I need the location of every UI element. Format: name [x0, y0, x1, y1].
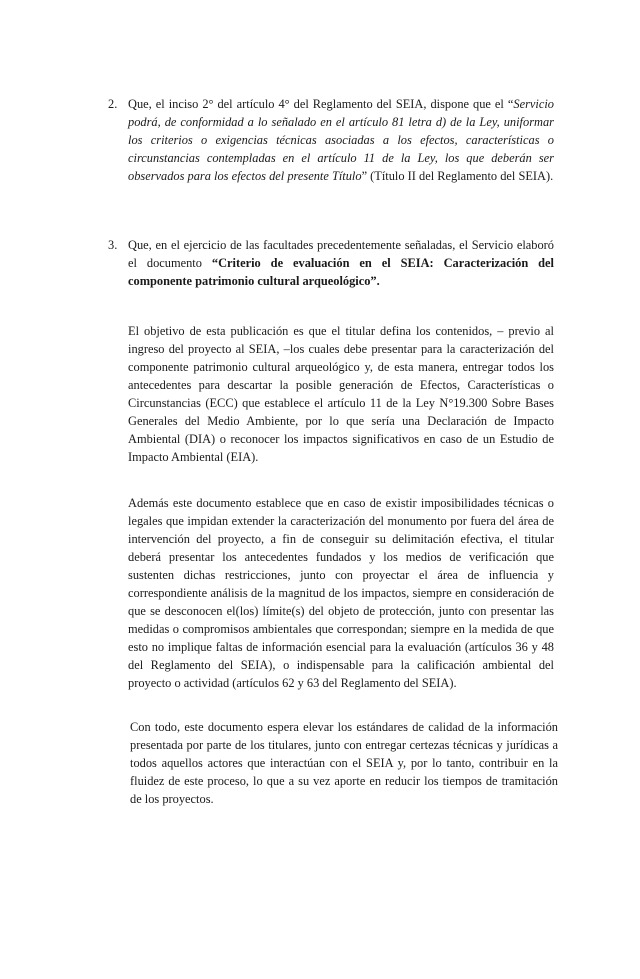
item-number: 2. [108, 97, 118, 111]
paragraph-conclusion: Con todo, este documento espera elevar los estándares de calidad de la información presentada por parte de los titulares, junto con entregar certezas técnicas y jurídicas a todos aquellos actores que interactúan con el SEIA y, por lo tanto, contribuir en la fluidez de este proceso, lo que a su vez aporte en reducir los tiempos de tramitación de los proyectos. [130, 720, 558, 806]
item-text [128, 236, 554, 290]
numbered-item-2 [108, 95, 554, 185]
item-text [128, 95, 554, 185]
item-text-italic: Servicio podrá, de conformidad a lo señalado en el artículo 81 letra d) de la Ley, uniformar los criterios o exigencias técnicas asociadas a los efectos, características o circunstancias contempladas en el artículo 11 de la Ley, los que deberán ser observados para los efectos del presente Título [128, 97, 554, 183]
item-text-plain: Que, el inciso 2° del artículo 4° del Reglamento del SEIA, dispone que el “ [128, 97, 514, 111]
paragraph-objective: El objetivo de esta publicación es que el titular defina los contenidos, – previo al ingreso del proyecto al SEIA, –los cuales debe presentar para la caracterización del componente patrimonio cultural arqueológico y, de esta manera, entregar todos los antecedentes para descartar la posible generación de Efectos, Características o Circunstancias (ECC) que establece el artículo 11 de la Ley N°19.300 Sobre Bases Generales del Medio Ambiente, por lo que sería una Declaración de Impacto Ambiental (DIA) o reconocer los impactos significativos en caso de un Estudio de Impacto Ambiental (EIA). [128, 324, 554, 464]
paragraph-restrictions: Además este documento establece que en caso de existir imposibilidades técnicas o legales que impidan extender la caracterización del monumento por fuera del área de intervención del proyecto, a fin de conseguir su delimitación efectiva, el titular deberá presentar los antecedentes fundados y los medios de verificación que sustenten dichas restricciones, junto con proyectar el área de influencia y correspondiente análisis de la magnitud de los impactos, siempre en consideración de que se desconocen el(los) límite(s) del objeto de protección, junto con presentar las medidas o compromisos ambientales que correspondan; siempre en la medida de que esto no implique faltas de información esencial para la evaluación (artículos 36 y 48 del Reglamento del SEIA), o indispensable para la calificación ambiental del proyecto o actividad (artículos 62 y 63 del Reglamento del SEIA). [128, 496, 554, 690]
item-number: 3. [108, 238, 118, 252]
item-text-bold: “Criterio de evaluación en el SEIA: Caracterización del componente patrimonio cultural arqueológico”. [128, 256, 555, 288]
item-text-plain-end: ” (Título II del Reglamento del SEIA). [361, 169, 554, 183]
item-text-plain: Que, en el ejercicio de las facultades precedentemente señaladas, el Servicio elaboró el documento [128, 238, 554, 270]
numbered-item-3 [108, 236, 554, 290]
